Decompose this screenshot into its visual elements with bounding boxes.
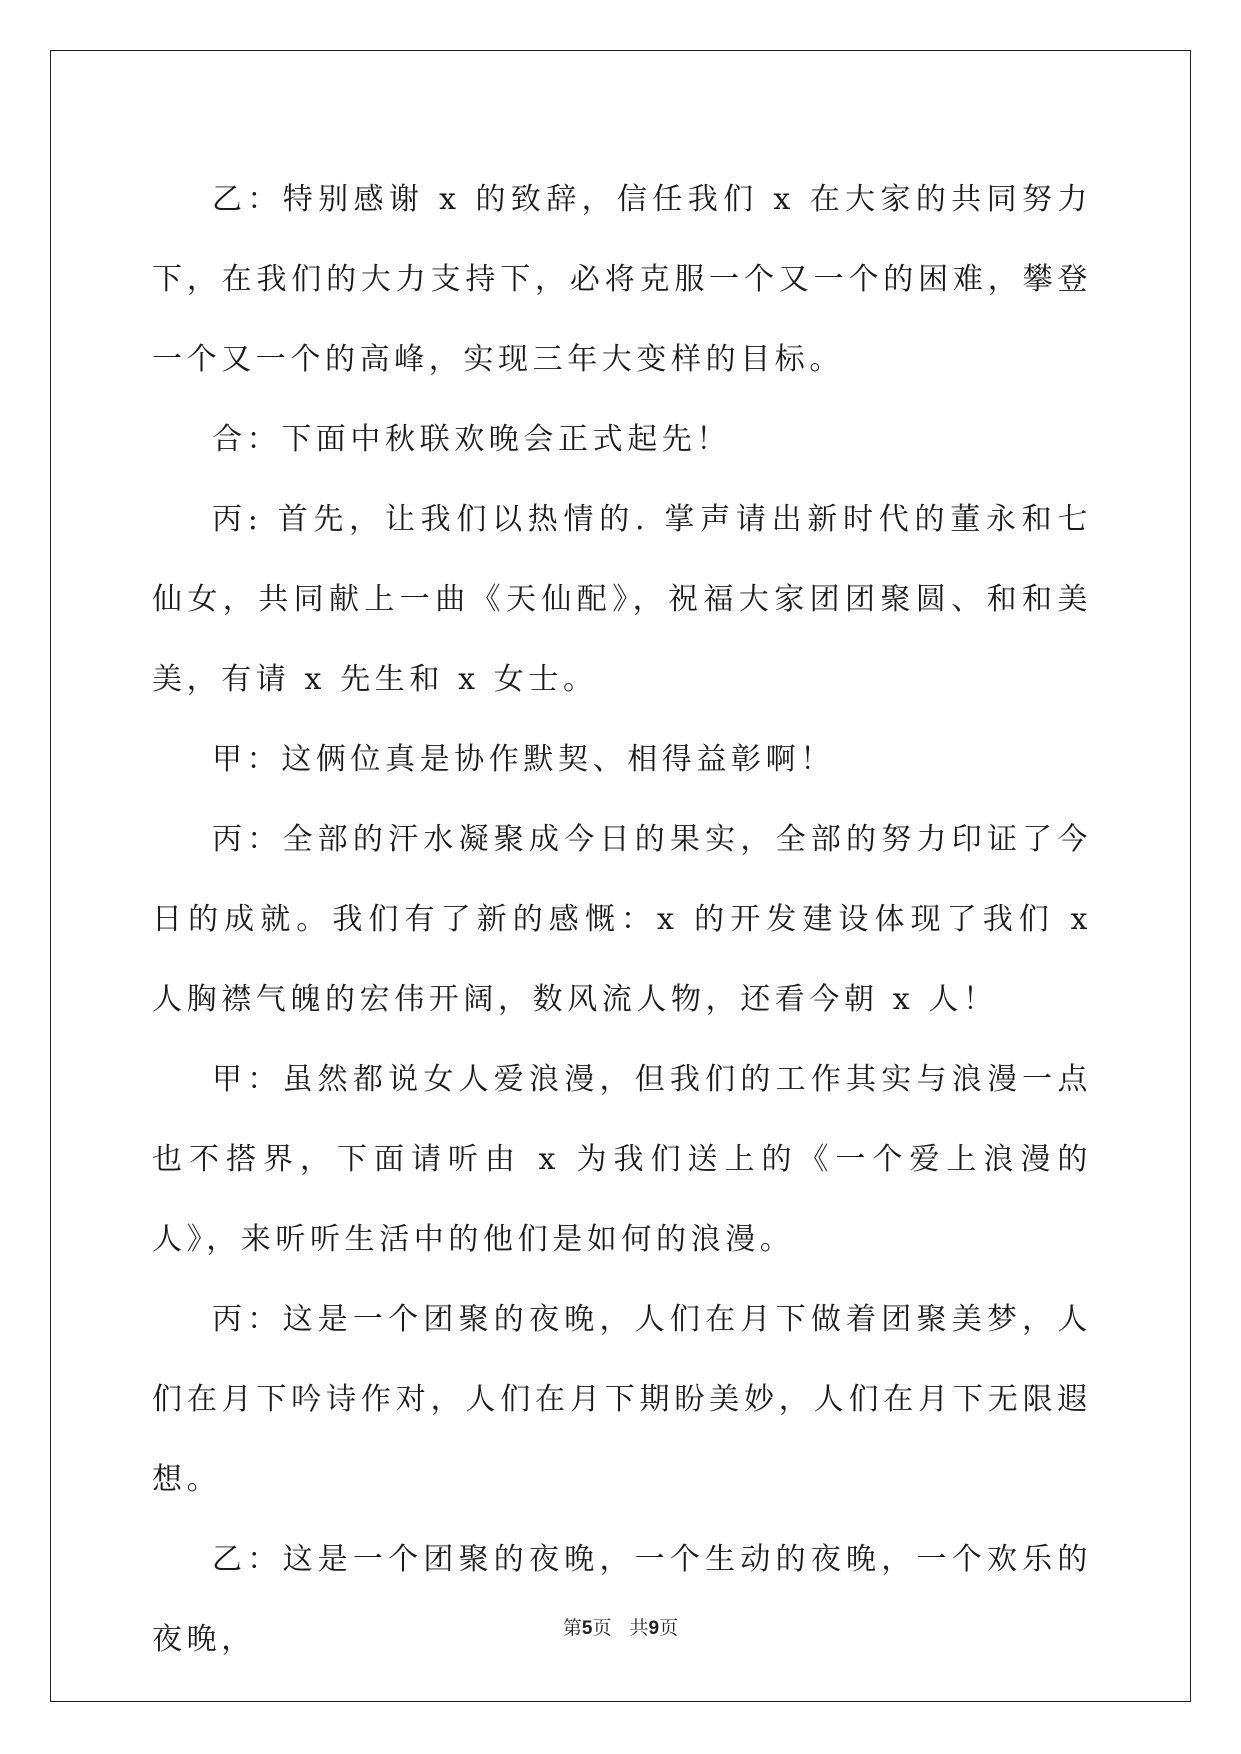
page-mid: 页 <box>592 1617 612 1639</box>
total-prefix: 共 <box>629 1617 649 1639</box>
page-footer <box>0 1613 1241 1640</box>
paragraph-2: 合：下面中秋联欢晚会正式起先！ <box>212 422 731 457</box>
paragraph-1: 乙：特别感谢 x 的致辞，信任我们 x 在大家的共同努力下，在我们的大力支持下，必将克服一个又一个的困难，攀登一个又一个的高峰，实现三年大变样的目标。 <box>152 182 1092 377</box>
page-prefix: 第 <box>562 1617 582 1639</box>
paragraph-4: 甲：这俩位真是协作默契、相得益彰啊！ <box>212 742 835 777</box>
page-total: 9 <box>648 1618 660 1639</box>
paragraph-7: 丙：这是一个团聚的夜晚，人们在月下做着团聚美梦，人们在月下吟诗作对，人们在月下期盼美妙，人们在月下无限遐想。 <box>152 1302 1092 1497</box>
document-body <box>152 160 1092 1680</box>
paragraph-8: 乙：这是一个团聚的夜晚，一个生动的夜晚，一个欢乐的夜晚， <box>152 1542 1092 1657</box>
paragraph-3: 丙: 首先，让我们以热情的. 掌声请出新时代的董永和七仙女，共同献上一曲《天仙配》，祝福大家团团聚圆、和和美美，有请 x 先生和 x 女士。 <box>152 502 1092 697</box>
paragraph-5: 丙：全部的汗水凝聚成今日的果实，全部的努力印证了今日的成就。我们有了新的感慨：x 的开发建设体现了我们 x 人胸襟气魄的宏伟开阔，数风流人物，还看今朝 x 人！ <box>152 822 1092 1017</box>
page-current: 5 <box>581 1618 593 1639</box>
paragraph-6: 甲：虽然都说女人爱浪漫，但我们的工作其实与浪漫一点也不搭界，下面请听由 x 为我们送上的《一个爱上浪漫的人》，来听听生活中的他们是如何的浪漫。 <box>152 1062 1092 1257</box>
total-suffix: 页 <box>659 1617 679 1639</box>
